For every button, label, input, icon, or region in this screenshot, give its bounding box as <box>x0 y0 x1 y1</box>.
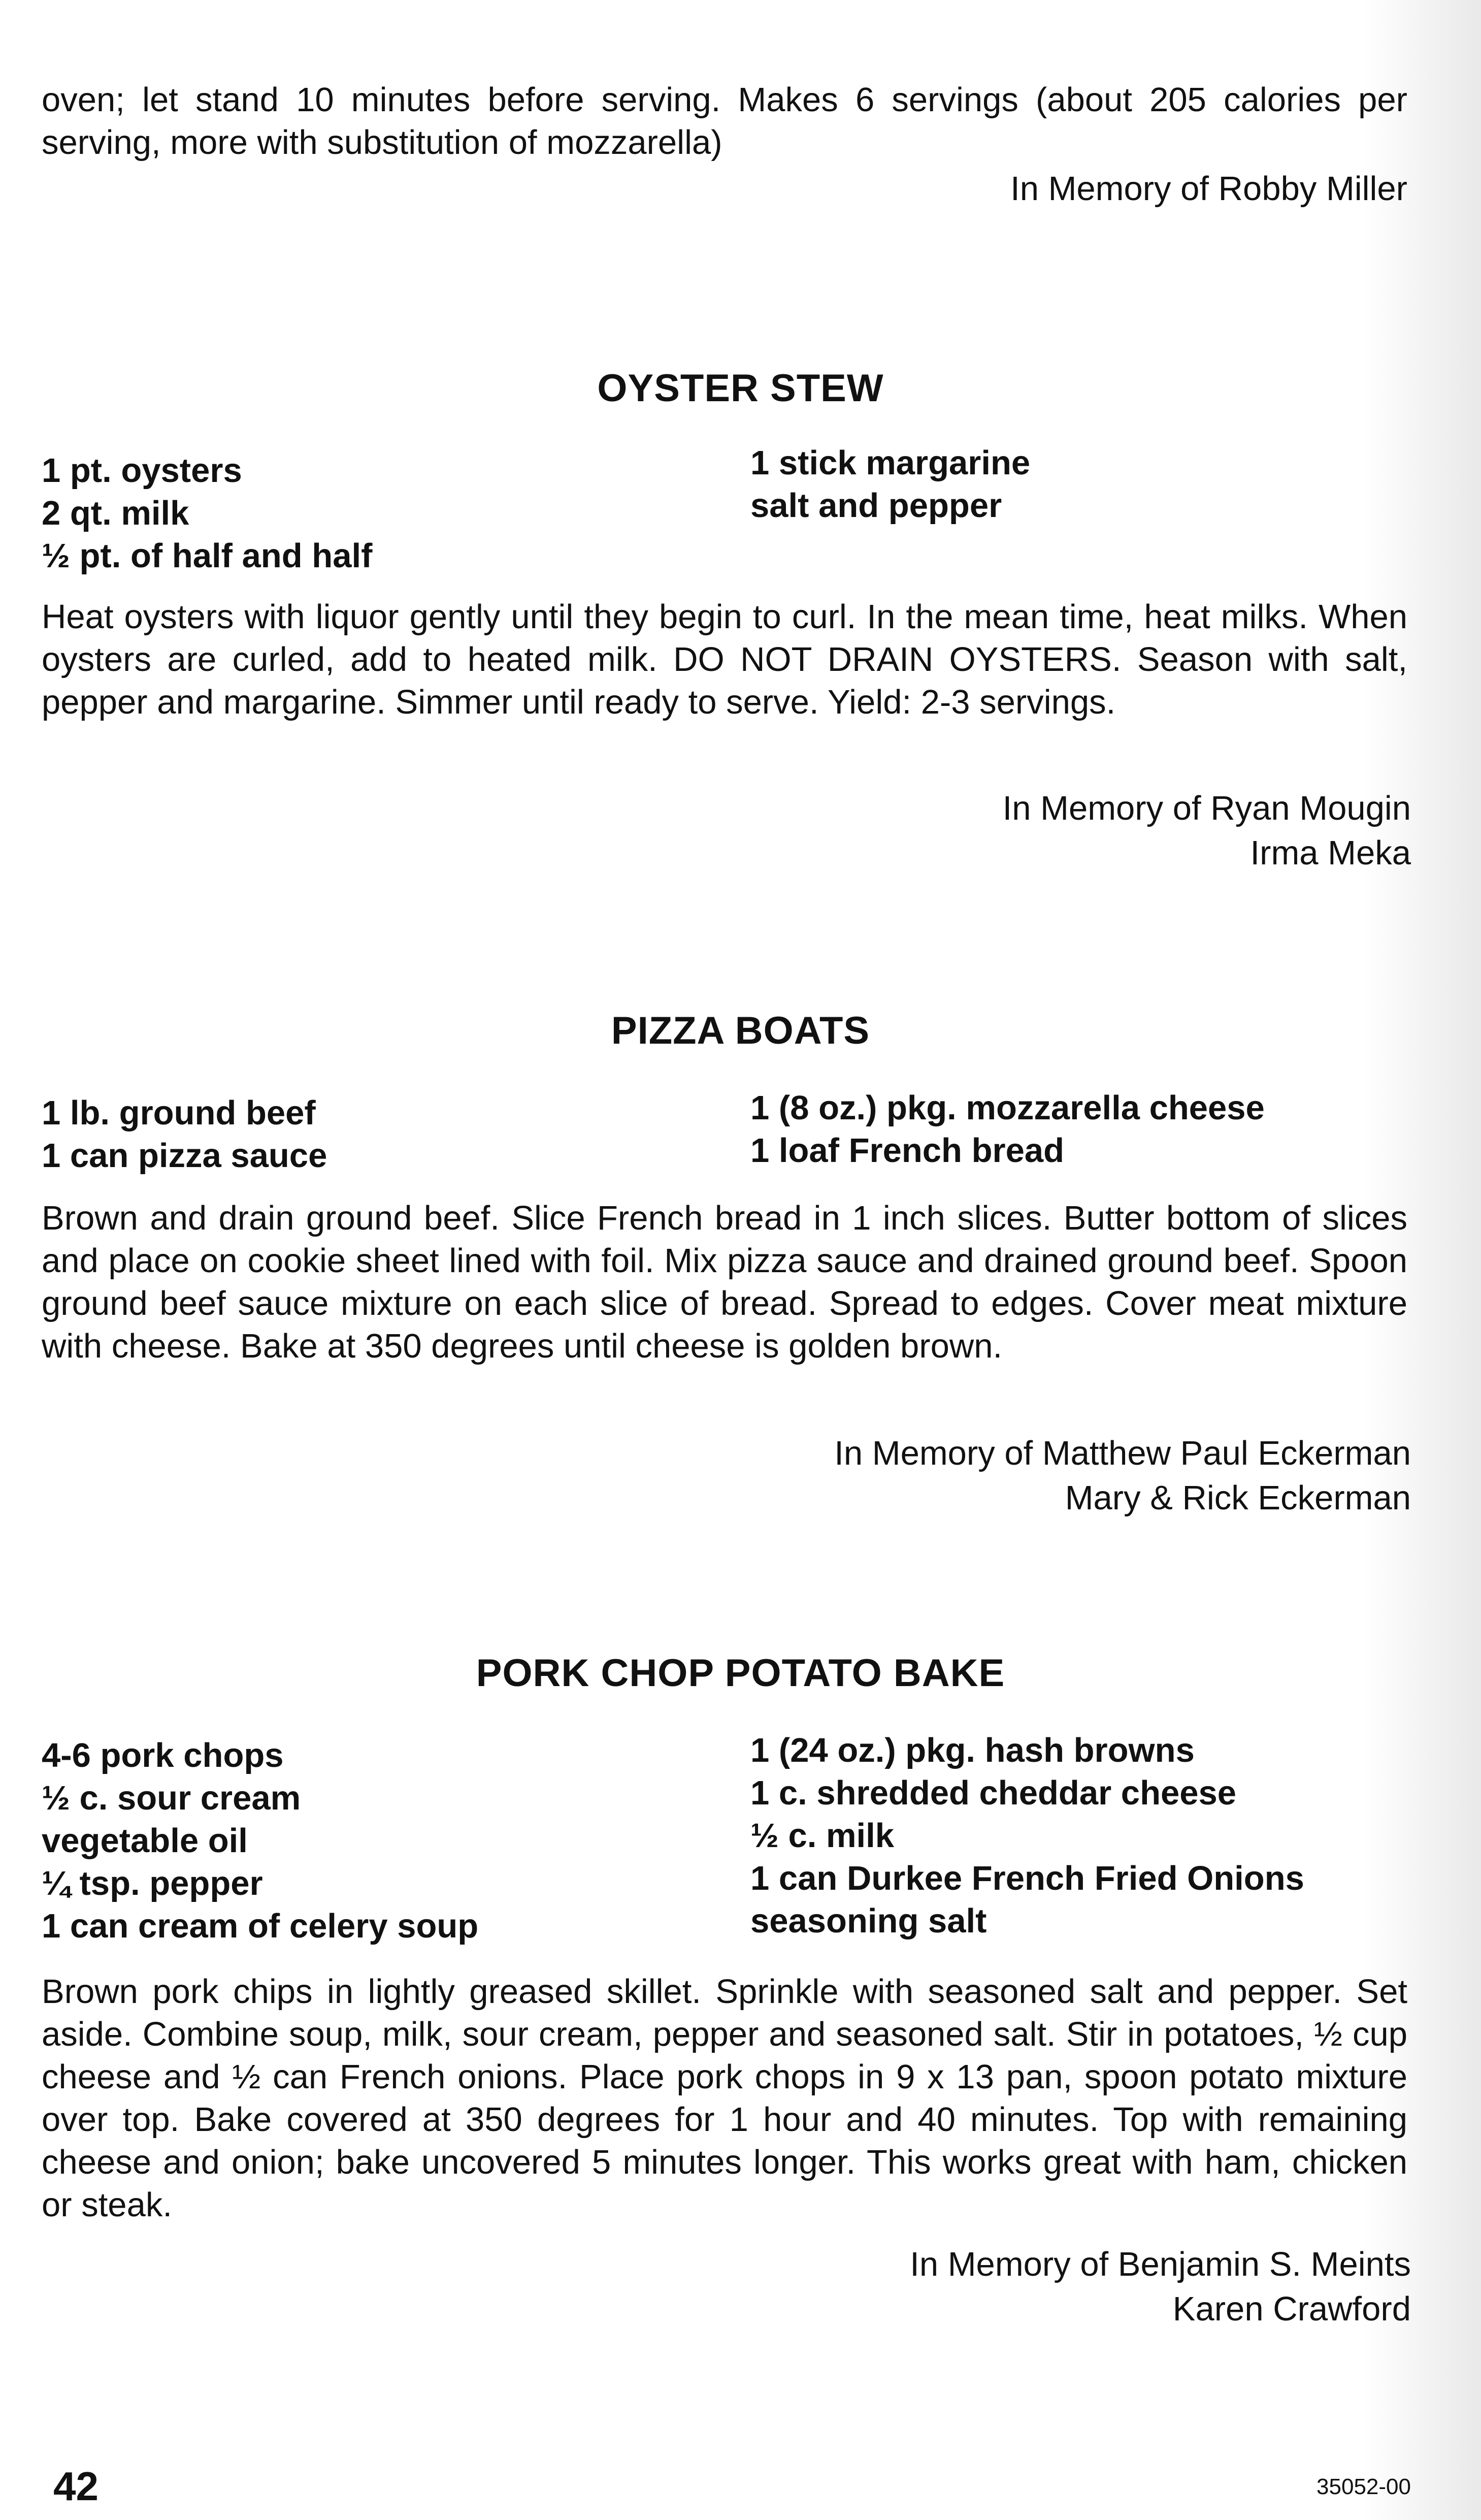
intro-credit: In Memory of Robby Miller <box>1010 170 1407 208</box>
ingredients-right <box>750 1087 1265 1172</box>
ingredient: 1 can cream of celery soup <box>42 1907 479 1945</box>
ingredient: 1 can pizza sauce <box>42 1137 327 1175</box>
ingredient: 1 stick margarine <box>750 444 1031 482</box>
contributor: Irma Meka <box>1250 834 1411 872</box>
ingredient: 2 qt. milk <box>42 494 189 532</box>
recipe-credit <box>834 1431 1411 1521</box>
ingredient: 1 lb. ground beef <box>42 1094 316 1132</box>
memorial-line: In Memory of Benjamin S. Meints <box>910 2245 1411 2283</box>
recipe-title-pork-chop-potato-bake: PORK CHOP POTATO BAKE <box>476 1652 1005 1695</box>
ingredient: ½ c. milk <box>750 1817 895 1855</box>
ingredients-right <box>750 442 1030 527</box>
instructions: Brown and drain ground beef. Slice French bread in 1 inch slices. Butter bottom of slices and place on cookie sheet lined with foil. Mix pizza sauce and drained ground beef. Spoon ground beef sauce mixture on each slice of bread. Spread to edges. Cover meat mixture with cheese. Bake at 350 degrees until cheese is golden brown. <box>42 1199 1407 1365</box>
intro-paragraph: oven; let stand 10 minutes before serving. Makes 6 servings (about 205 calories per serving, more with substitution of mozzarella) <box>42 81 1407 161</box>
ingredients-left <box>42 1092 327 1177</box>
instructions: Brown pork chips in lightly greased skillet. Sprinkle with seasoned salt and pepper. Set aside. Combine soup, milk, sour cream, pepper and seasoned salt. Stir in potatoes, ½ cup cheese and ½ can French onions. Place pork chops in 9 x 13 pan, spoon potato mixture over top. Bake covered at 350 degrees for 1 hour and 40 minutes. Top with remaining cheese and onion; bake uncovered 5 minutes longer. This works great with ham, chicken or steak. <box>42 1973 1407 2224</box>
recipe-title-oyster-stew: OYSTER STEW <box>597 367 884 410</box>
recipe-title-pizza-boats: PIZZA BOATS <box>611 1009 870 1052</box>
ingredient: ¼ tsp. pepper <box>42 1864 263 1902</box>
recipe-credit <box>1003 786 1411 876</box>
contributor: Mary & Rick Eckerman <box>1065 1479 1411 1517</box>
ingredient: seasoning salt <box>750 1902 987 1940</box>
ingredients-left <box>42 449 372 577</box>
ingredient: 1 can Durkee French Fried Onions <box>750 1859 1304 1897</box>
ingredient: 1 pt. oysters <box>42 451 242 490</box>
memorial-line: In Memory of Ryan Mougin <box>1002 789 1411 827</box>
ingredient: ½ c. sour cream <box>42 1779 301 1817</box>
continued-recipe-text <box>42 79 1407 211</box>
ingredient: ½ pt. of half and half <box>42 537 373 575</box>
ingredient: 1 (8 oz.) pkg. mozzarella cheese <box>750 1089 1265 1127</box>
ingredient: 1 (24 oz.) pkg. hash browns <box>750 1731 1195 1769</box>
ingredients-right <box>750 1729 1304 1943</box>
page-number: 42 <box>53 2464 98 2509</box>
document-code: 35052-00 <box>1317 2474 1411 2499</box>
ingredient: salt and pepper <box>750 487 1002 525</box>
instructions: Heat oysters with liquor gently until they begin to curl. In the mean time, heat milks. When oysters are curled, add to heated milk. DO NOT DRAIN OYSTERS. Season with salt, pepper and margarine. Simmer until ready to serve. Yield: 2-3 servings. <box>42 598 1407 721</box>
ingredient: 1 loaf French bread <box>750 1132 1065 1170</box>
ingredient: vegetable oil <box>42 1822 248 1860</box>
ingredients-left <box>42 1734 478 1948</box>
contributor: Karen Crawford <box>1172 2290 1411 2328</box>
recipe-credit <box>910 2242 1411 2332</box>
ingredient: 1 c. shredded cheddar cheese <box>750 1774 1237 1812</box>
ingredient: 4-6 pork chops <box>42 1736 284 1774</box>
memorial-line: In Memory of Matthew Paul Eckerman <box>834 1434 1411 1472</box>
